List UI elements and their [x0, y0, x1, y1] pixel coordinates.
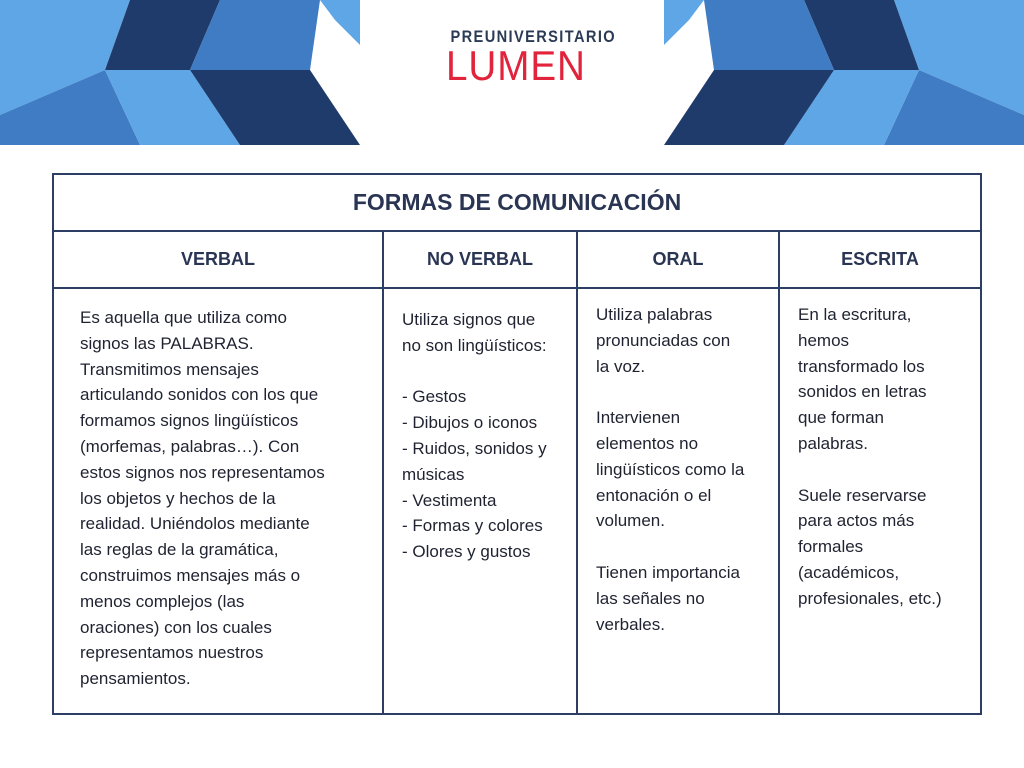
column-header-escrita: ESCRITA — [779, 231, 981, 288]
formas-de-comunicacion-table — [52, 173, 980, 715]
logo-preuniversitario-text: PREUNIVERSITARIO — [450, 27, 617, 46]
no-verbal-description: Utiliza signos que no son lingüísticos: - Gestos - Dibujos o iconos - Ruidos, sonidos y músicas - Vestimenta - Formas y colores - Olores y gustos — [402, 310, 547, 562]
cell-verbal — [53, 288, 383, 714]
verbal-description: Es aquella que utiliza como signos las PALABRAS. Transmitimos mensajes articulando sonidos con los que formamos signos lingüísticos (morfemas, palabras…). Con estos signos nos representamos los objetos y hechos de la realidad. Uniéndolos mediante las reglas de la gramática, construimos mensajes más o menos complejos (las oraciones) con los cuales representamos nuestros pensamientos. — [80, 308, 325, 689]
brand-logo — [440, 27, 617, 89]
column-header-oral: ORAL — [577, 231, 779, 288]
logo-lumen-text: LUMEN — [446, 42, 586, 89]
cell-oral — [577, 288, 779, 714]
cell-no-verbal — [383, 288, 577, 714]
cell-escrita — [779, 288, 981, 714]
escrita-description: En la escritura, hemos transformado los sonidos en letras que forman palabras. Suele reservarse para actos más formales (académicos, profesionales, etc.) — [798, 305, 942, 608]
column-header-no-verbal: NO VERBAL — [383, 231, 577, 288]
communication-table — [52, 173, 982, 715]
table-title: FORMAS DE COMUNICACIÓN — [53, 174, 981, 231]
oral-description: Utiliza palabras pronunciadas con la voz. Intervienen elementos no lingüísticos como la entonación o el volumen. Tienen importancia las señales no verbales. — [596, 305, 745, 634]
column-header-verbal: VERBAL — [53, 231, 383, 288]
